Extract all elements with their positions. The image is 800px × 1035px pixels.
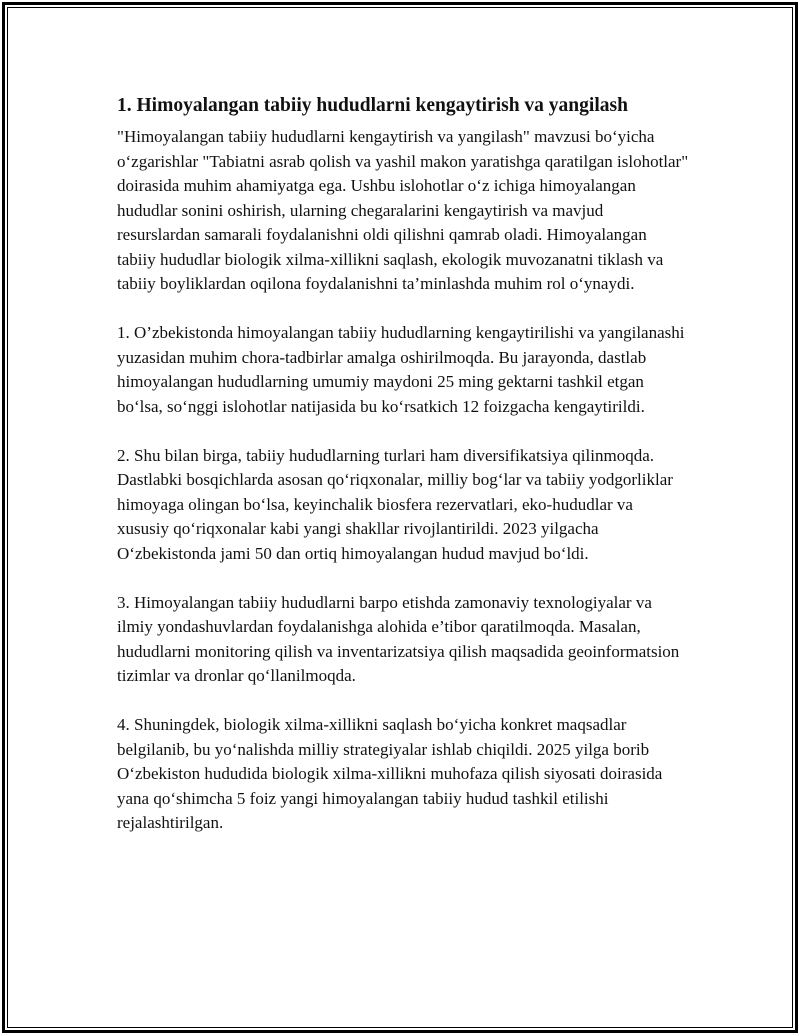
document-body [117, 92, 689, 860]
paragraph-2: 2. Shu bilan birga, tabiiy hududlarning turlari ham diversifikatsiya qilinmoqda. Dastlabki bosqichlarda asosan qo‘riqxonalar, milliy bog‘lar va tabiiy yodgorliklar himoyaga olingan bo‘lsa, keyinchalik biosfera rezervatlari, eko-hududlar va xususiy qo‘riqxonalar kabi yangi shakllar rivojlantirildi. 2023 yilgacha O‘zbekistonda jami 50 dan ortiq himoyalangan hudud mavjud bo‘ldi. [117, 445, 673, 563]
paragraph-4: 4. Shuningdek, biologik xilma-xillikni saqlash bo‘yicha konkret maqsadlar belgilanib, bu yo‘nalishda milliy strategiyalar ishlab chiqildi. 2025 yilga borib O‘zbekiston hududida biologik xilma-xillikni muhofaza qilish siyosati doirasida yana qo‘shimcha 5 foiz yangi himoyalangan tabiiy hudud tashkil etilishi rejalashtirilgan. [117, 715, 663, 832]
paragraph-1: 1. O’zbekistonda himoyalangan tabiiy hududlarning kengaytirilishi va yangilanashi yuzasidan muhim chora-tadbirlar amalga oshirilmoqda. Bu jarayonda, dastlab himoyalangan hududlarning umumiy maydoni 25 ming gektarni tashkil etgan bo‘lsa, so‘nggi islohotlar natijasida bu ko‘rsatkich 12 foizgacha kengaytirildi. [117, 323, 685, 416]
intro-paragraph: "Himoyalangan tabiiy hududlarni kengaytirish va yangilash" mavzusi bo‘yicha o‘zgarishlar "Tabiatni asrab qolish va yashil makon yaratishga qaratilgan islohotlar" doirasida muhim ahamiyatga ega. Ushbu islohotlar o‘z ichiga himoyalangan hududlar sonini oshirish, ularning chegaralarini kengaytirish va mavjud resurslardan samarali foydalanishni oldi qilishni qamrab oladi. Himoyalangan tabiiy hududlar biologik xilma-xillikni saqlash, ekologik muvozanatni tiklash va tabiiy boyliklardan oqilona foydalanishni ta’minlashda muhim rol o‘ynaydi. [117, 127, 689, 293]
section-heading: 1. Himoyalangan tabiiy hududlarni kengaytirish va yangilash [117, 95, 628, 116]
paragraph-3: 3. Himoyalangan tabiiy hududlarni barpo etishda zamonaviy texnologiyalar va ilmiy yondashuvlardan foydalanishga alohida e’tibor qaratilmoqda. Masalan, hududlarni monitoring qilish va inventarizatsiya qilish maqsadida geoinformatsion tizimlar va dronlar qo‘llanilmoqda. [117, 592, 680, 685]
